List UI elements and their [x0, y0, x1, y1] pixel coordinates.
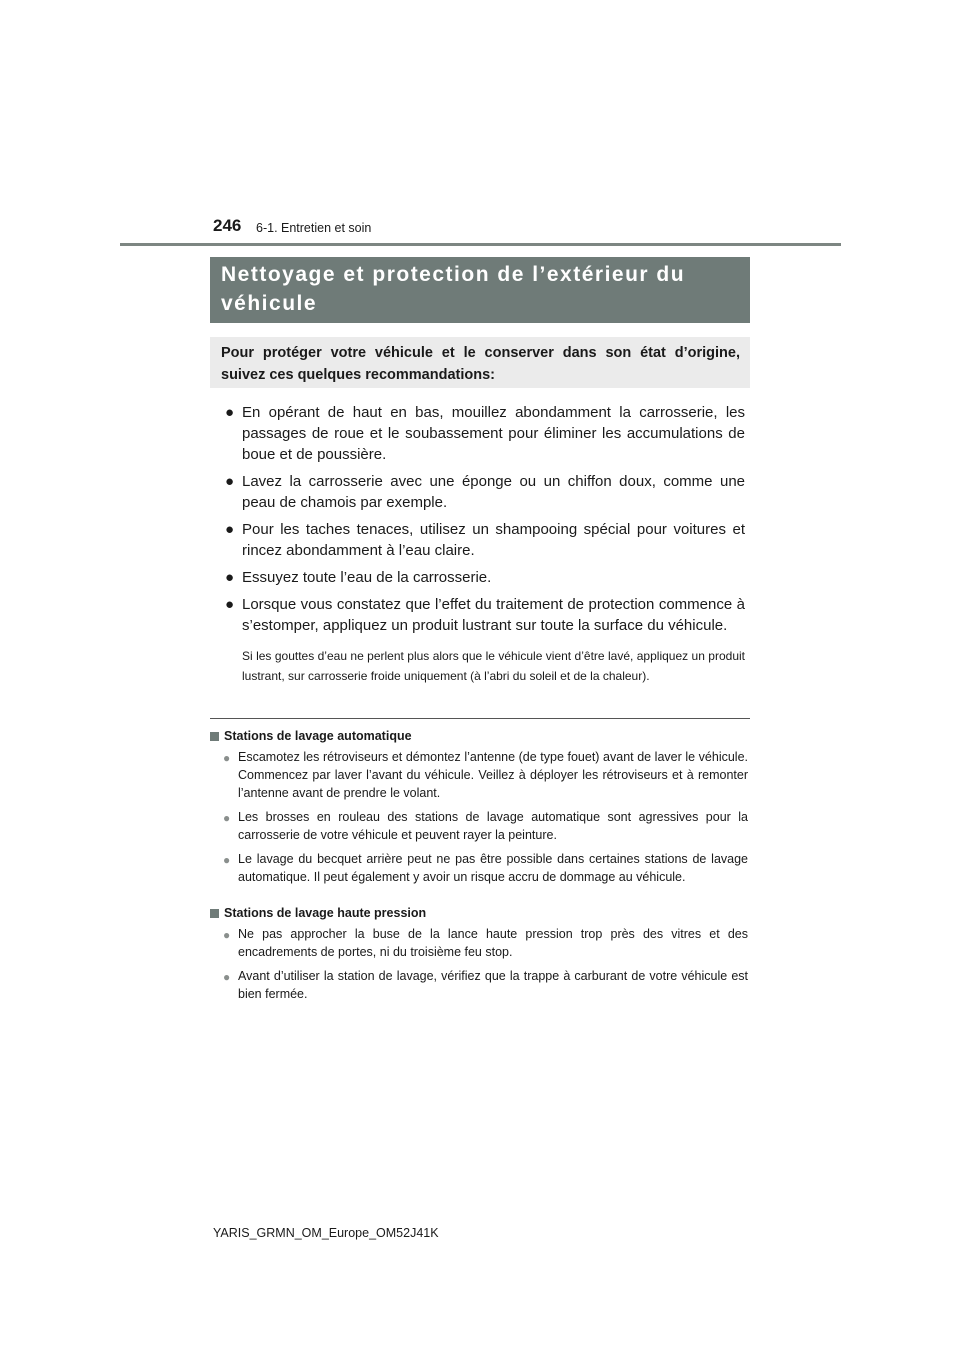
- section-divider: [210, 718, 750, 719]
- list-item: ● Pour les taches tenaces, utilisez un shampooing spécial pour voitures et rincez abondamment à l’eau claire.: [225, 521, 745, 559]
- note-text: Si les gouttes d’eau ne perlent plus alors que le véhicule vient d’être lavé, appliquez un produit lustrant, sur carrosserie froide uniquement (à l’abri du soleil et de la chaleur).: [242, 649, 745, 683]
- list-item: ● Les brosses en rouleau des stations de lavage automatique sont agressives pour la carrosserie de votre véhicule et peuvent rayer la peinture.: [223, 810, 748, 842]
- recommendation-list: [210, 402, 750, 692]
- list-item: ● Essuyez toute l’eau de la carrosserie.: [225, 569, 492, 586]
- page-title: [210, 257, 750, 323]
- bullet-icon: ●: [223, 811, 231, 825]
- bullet-icon: ●: [223, 853, 231, 867]
- square-bullet-icon: [210, 732, 219, 741]
- intro-line-2: suivez ces quelques recommandations:: [221, 367, 495, 383]
- bullet-icon: ●: [223, 928, 231, 942]
- intro-line-1: Pour protéger votre véhicule et le conserver dans son état d’origine,: [221, 345, 740, 361]
- list-item: ● Avant d’utiliser la station de lavage, vérifiez que la trappe à carburant de votre véhicule est bien fermée.: [223, 969, 748, 1001]
- sub-list: [210, 925, 750, 1003]
- section-heading: Stations de lavage haute pression: [210, 905, 750, 922]
- list-item: ● Lorsque vous constatez que l’effet du traitement de protection commence à s’estomper, appliquez un produit lustrant sur toute la surface du véhicule. Si les gouttes d’eau ne perlent plus alors que le véhicule vient d’être lavé, appliquez un produit lustrant, sur carrosserie froide uniquement (à l’abri du soleil et de la chaleur).: [210, 594, 750, 686]
- bullet-icon: ●: [225, 521, 235, 538]
- page-title-line-1: Nettoyage et protection de l’extérieur du: [221, 263, 686, 286]
- section-label: 6-1. Entretien et soin: [256, 221, 372, 235]
- list-item: ● Lavez la carrosserie avec une éponge ou un chiffon doux, comme une peau de chamois par exemple.: [225, 473, 745, 511]
- list-item: ● Ne pas approcher la buse de la lance haute pression trop près des vitres et des encadrements de portes, ni du troisième feu stop.: [223, 927, 748, 959]
- section-high-pressure-wash: [210, 905, 750, 1009]
- bullet-icon: ●: [223, 970, 231, 984]
- sub-list: [210, 748, 750, 886]
- bullet-icon: ●: [225, 596, 235, 613]
- header-rule: [120, 243, 841, 246]
- bullet-icon: ●: [225, 473, 235, 490]
- section-heading: Stations de lavage automatique: [210, 728, 750, 745]
- bullet-icon: ●: [225, 569, 235, 586]
- list-item: ● Le lavage du becquet arrière peut ne pas être possible dans certaines stations de lavage automatique. Il peut également y avoir un risque accru de dommage au véhicule.: [223, 852, 748, 884]
- list-item: ● Escamotez les rétroviseurs et démontez l’antenne (de type fouet) avant de laver le véhicule. Commencez par laver l’avant du véhicule. Veillez à déployer les rétroviseurs et à remonter l’antenne avant de prendre le volant.: [223, 750, 748, 800]
- bullet-icon: ●: [223, 751, 231, 765]
- square-bullet-icon: [210, 909, 219, 918]
- intro-box: [210, 337, 750, 388]
- bullet-icon: ●: [225, 404, 235, 421]
- page-title-line-2: véhicule: [221, 292, 318, 315]
- list-item: ● En opérant de haut en bas, mouillez abondamment la carrosserie, les passages de roue et le soubassement pour éliminer les accumulations de boue et de poussière.: [225, 404, 745, 463]
- footer-code: YARIS_GRMN_OM_Europe_OM52J41K: [213, 1226, 439, 1240]
- page-number: 246: [213, 216, 242, 235]
- section-automatic-wash: [210, 728, 750, 892]
